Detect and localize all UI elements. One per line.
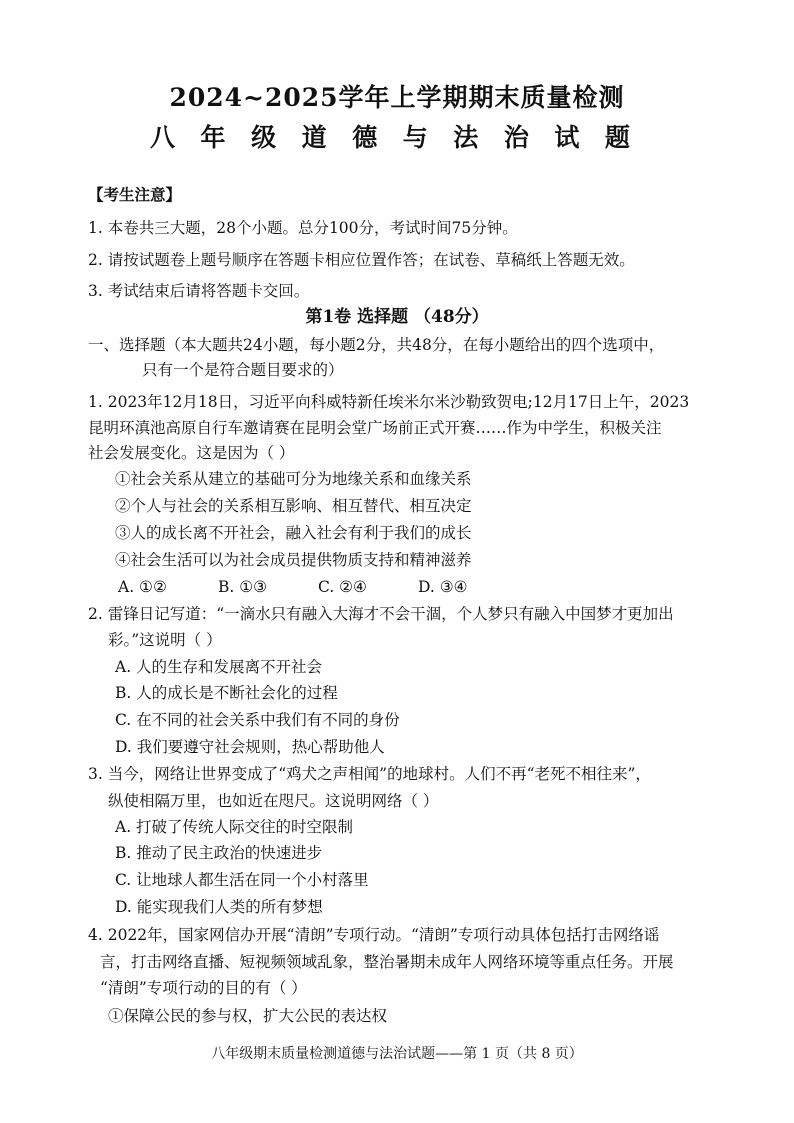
question-2-stem: 2. 雷锋日记写道：“一滴水只有融入大海才不会干涸，个人梦只有融入中国梦才更加出 (88, 605, 674, 623)
option-c: C. ②④ (318, 578, 367, 596)
subtitle-char: 法 (453, 123, 479, 152)
subtitle-char: 治 (503, 123, 529, 152)
question-1-stem: 社会发展变化。这是因为（ ） (88, 444, 295, 462)
option-a: A. 打破了传统人际交往的时空限制 (115, 818, 354, 836)
option-c: C. 让地球人都生活在同一个小村落里 (115, 871, 369, 889)
option-d: D. 能实现我们人类的所有梦想 (115, 898, 323, 916)
question-4-stem: 言，打击网络直播、短视频领域乱象，整治暑期未成年人网络环境等重点任务。开展 (100, 953, 674, 971)
question-1-statement: ③人的成长离不开社会，融入社会有利于我们的成长 (115, 524, 472, 542)
option-b: B. 推动了民主政治的快速进步 (115, 844, 323, 862)
subtitle-char: 题 (604, 123, 630, 152)
question-4-stem: 4. 2022年，国家网信办开展“清朗”专项行动。“清朗”专项行动具体包括打击网络谣 (88, 926, 660, 944)
subtitle-char: 级 (251, 123, 277, 152)
question-1-stem: 1. 2023年12月18日，习近平向科威特新任埃米尔米沙勒致贺电;12月17日上午，2023 (88, 393, 690, 411)
question-1-stem: 昆明环滇池高原自行车邀请赛在昆明会堂广场前正式开赛……作为中学生，积极关注 (88, 419, 662, 437)
subtitle-char: 道 (301, 123, 327, 152)
section-title: 第1卷 选择题 （48分） (305, 307, 489, 327)
question-1-statement: ④社会生活可以为社会成员提供物质支持和精神滋养 (115, 551, 472, 569)
question-1-statement: ①社会关系从建立的基础可分为地缘关系和血缘关系 (115, 470, 472, 488)
section-instruction: 一、选择题（本大题共24小题，每小题2分，共48分，在每小题给出的四个选项中， (88, 336, 665, 354)
notice-heading: 【考生注意】 (88, 185, 182, 204)
question-3-stem: 3. 当今，网络让世界变成了“鸡犬之声相闻”的地球村。人们不再“老死不相往来”， (88, 765, 651, 783)
subtitle-char: 试 (554, 123, 580, 152)
question-4-statement: ①保障公民的参与权，扩大公民的表达权 (108, 1007, 388, 1025)
option-b: B. 人的成长是不断社会化的过程 (115, 684, 338, 702)
exam-title: 2024~2025学年上学期期末质量检测 (169, 83, 625, 112)
question-4-stem: “清朗”专项行动的目的有（ ） (100, 979, 307, 997)
question-3-stem: 纵使相隔万里，也如近在咫尺。这说明网络（ ） (108, 792, 439, 810)
notice-item: 1. 本卷共三大题，28个小题。总分100分，考试时间75分钟。 (88, 219, 518, 237)
exam-subtitle (150, 118, 630, 154)
subtitle-char: 德 (352, 123, 378, 152)
option-c: C. 在不同的社会关系中我们有不同的身份 (115, 711, 400, 729)
question-2-stem: 彩。”这说明（ ） (108, 631, 222, 649)
subtitle-char: 八 (150, 123, 176, 152)
option-a: A. 人的生存和发展离不开社会 (115, 658, 323, 676)
option-d: D. ③④ (418, 578, 468, 596)
section-instruction: 只有一个是符合题目要求的） (142, 361, 344, 379)
subtitle-char: 与 (402, 123, 428, 152)
question-1-options (118, 577, 518, 597)
notice-item: 2. 请按试题卷上题号顺序在答题卡相应位置作答；在试卷、草稿纸上答题无效。 (88, 251, 635, 269)
question-1-statement: ②个人与社会的关系相互影响、相互替代、相互决定 (115, 497, 472, 515)
option-d: D. 我们要遵守社会规则，热心帮助他人 (115, 738, 385, 756)
notice-item: 3. 考试结束后请将答题卡交回。 (88, 282, 310, 300)
option-a: A. ①② (118, 578, 167, 596)
subtitle-char: 年 (200, 123, 226, 152)
page-footer: 八年级期末质量检测道德与法治试题——第 1 页（共 8 页） (211, 1046, 583, 1062)
option-b: B. ①③ (218, 578, 268, 596)
